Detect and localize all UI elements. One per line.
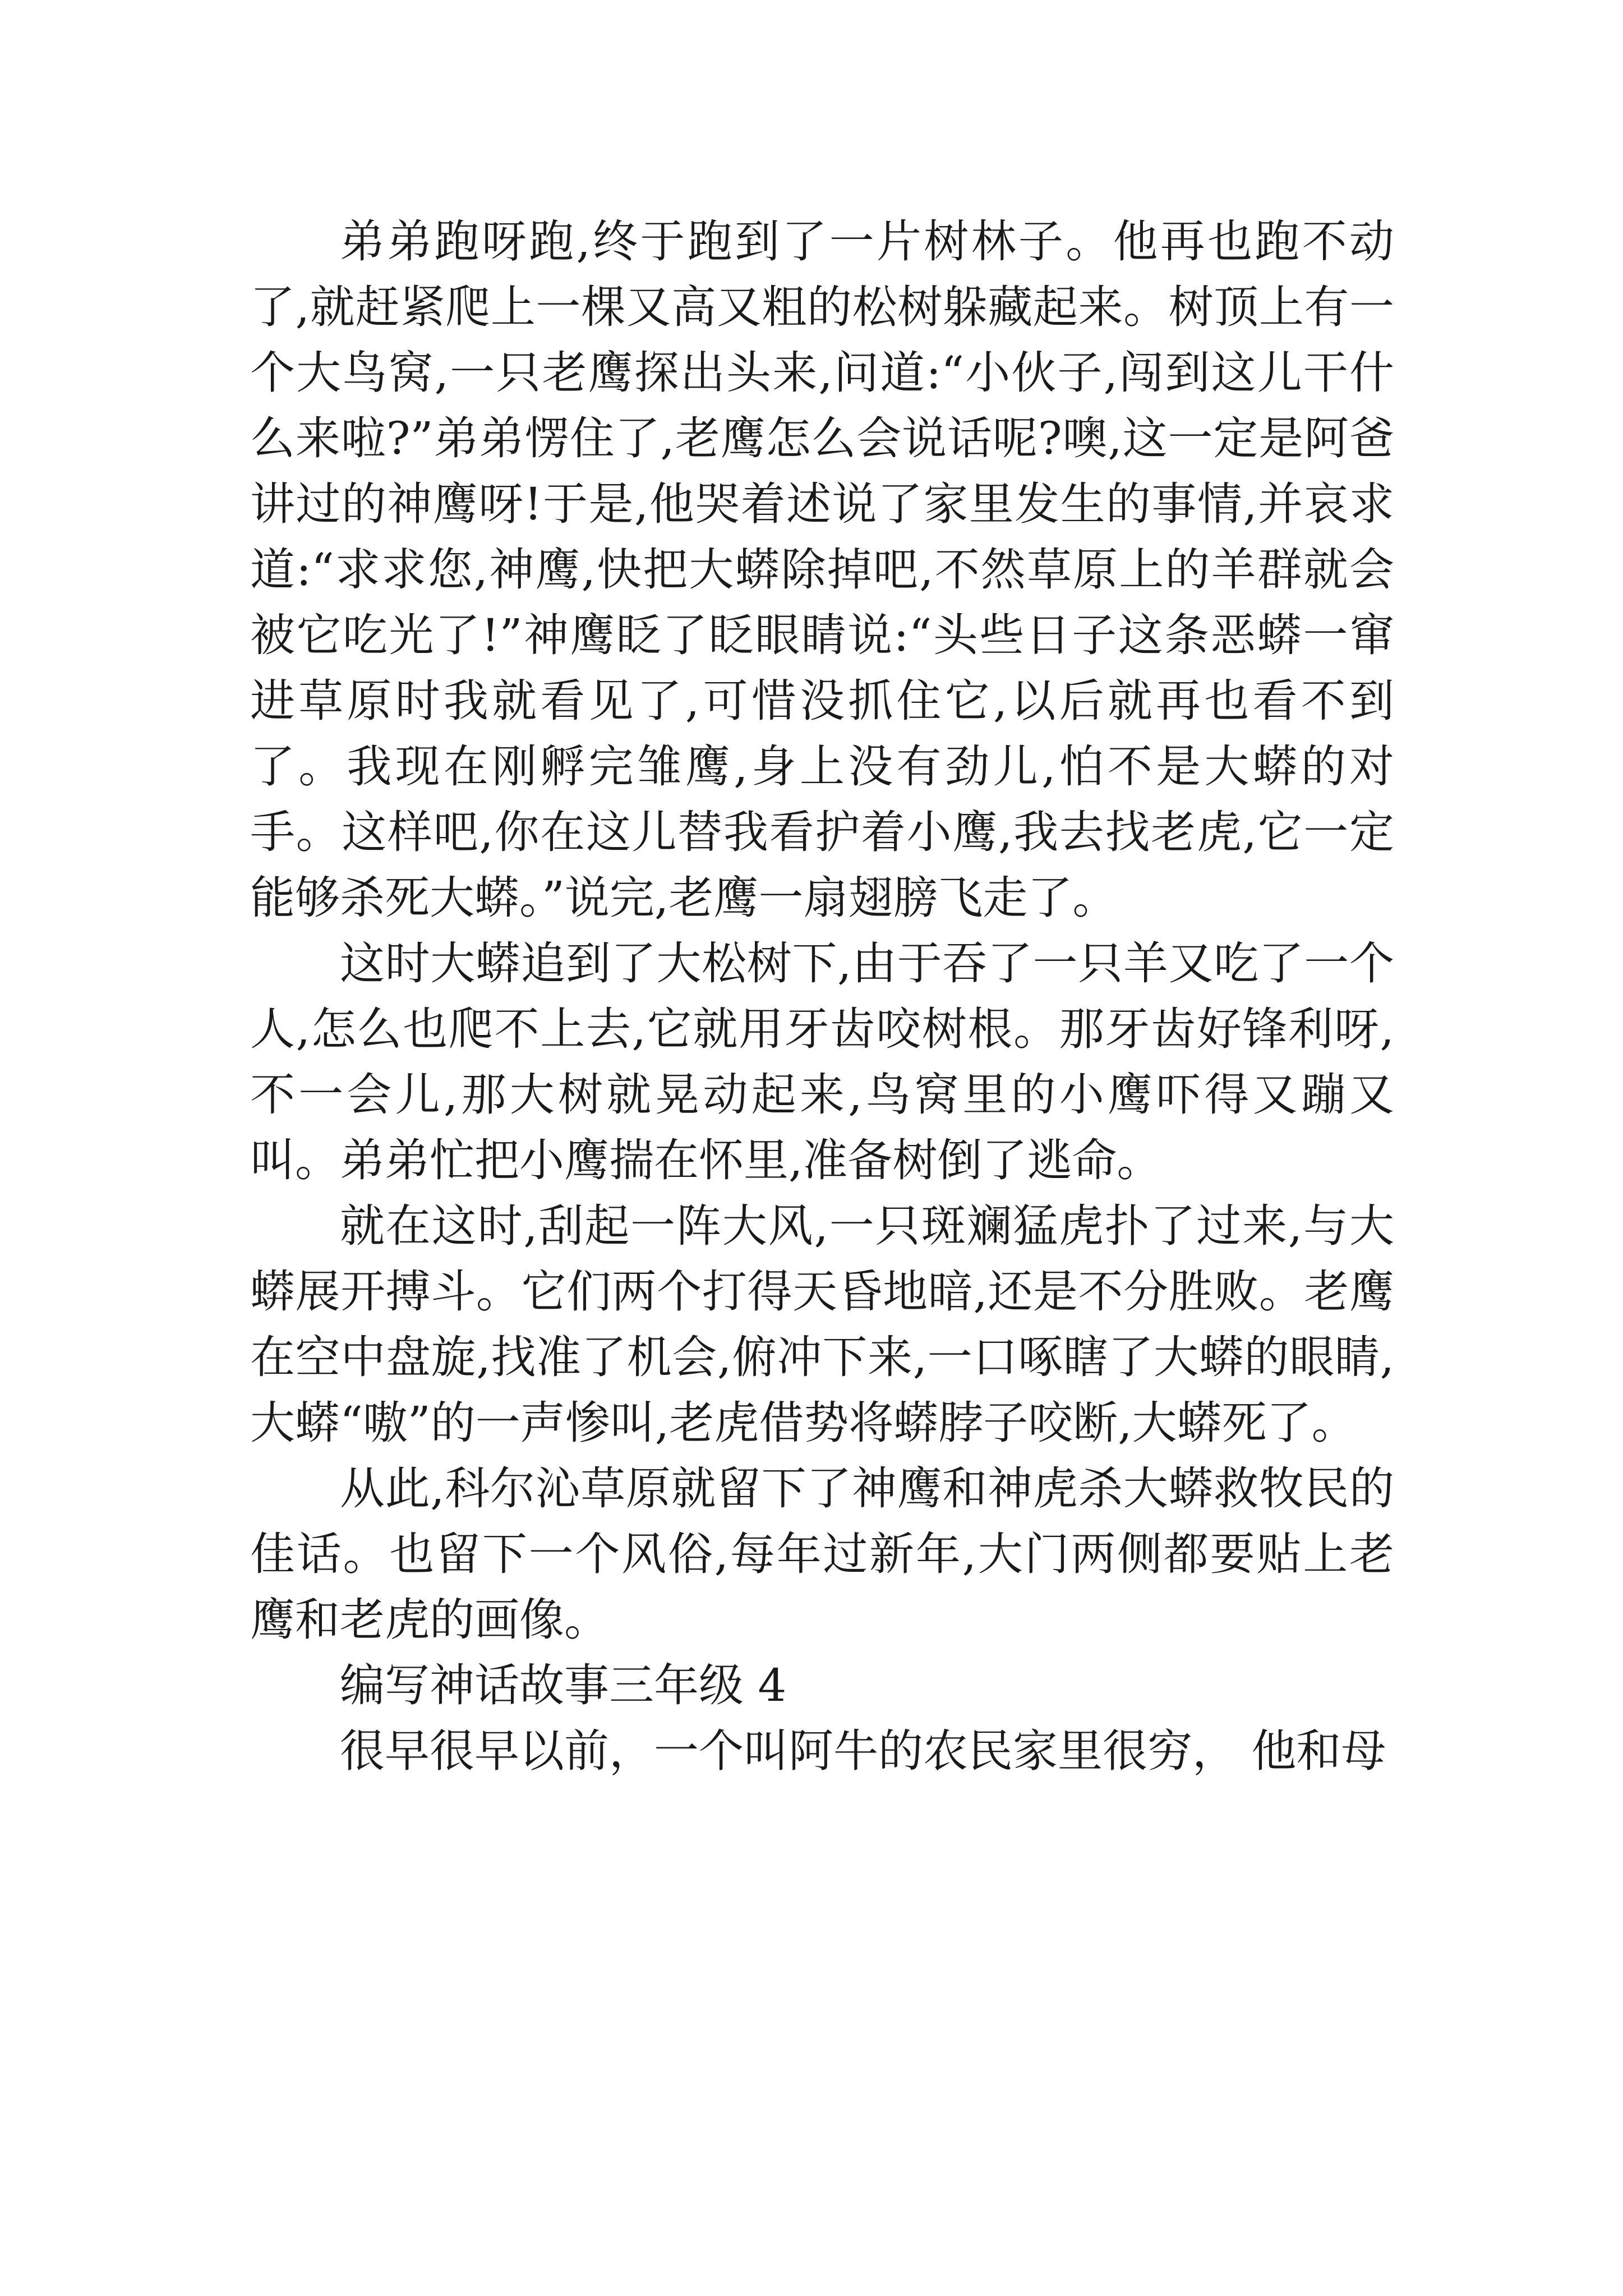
paragraph-a-niu: 很早很早以前，一个叫阿牛的农民家里很穷， 他和母 <box>340 1725 1386 1777</box>
paragraph-eagle: 弟弟跑呀跑,终于跑到了一片树林子。他再也跑不动了,就赶紧爬上一棵又高又粗的松树躲藏起来。树顶上有一个大鸟窝,一只老鹰探出头来,问道:“小伙子,闯到这儿干什么来啦?”弟弟愣住了,老鹰怎么会说话呢?噢,这一定是阿爸讲过的神鹰呀!于是,他哭着述说了家里发生的事情,并哀求道:“求求您,神鹰,快把大蟒除掉吧,不然草原上的羊群就会被它吃光了!”神鹰眨了眨眼睛说:“头些日子这条恶蟒一窜进草原时我就看见了,可惜没抓住它,以后就再也看不到了。我现在刚孵完雏鹰,身上没有劲儿,怕不是大蟒的对手。这样吧,你在这儿替我看护着小鹰,我去找老虎,它一定能够杀死大蟒。”说完,老鹰一扇翅膀飞走了。 <box>250 215 1394 924</box>
document-body <box>250 209 1394 1784</box>
paragraph-battle: 就在这时,刮起一阵大风,一只斑斓猛虎扑了过来,与大蟒展开搏斗。它们两个打得天昏地暗,还是不分胜败。老鹰在空中盘旋,找准了机会,俯冲下来,一口啄瞎了大蟒的眼睛,大蟒“嗷”的一声惨叫,老虎借势将蟒脖子咬断,大蟒死了。 <box>250 1200 1394 1449</box>
paragraph-legend: 从此,科尔沁草原就留下了神鹰和神虎杀大蟒救牧民的佳话。也留下一个风俗,每年过新年,大门两侧都要贴上老鹰和老虎的画像。 <box>250 1462 1394 1646</box>
section-heading: 编写神话故事三年级 4 <box>340 1659 787 1711</box>
paragraph-python-tree: 这时大蟒追到了大松树下,由于吞了一只羊又吃了一个人,怎么也爬不上去,它就用牙齿咬树根。那牙齿好锋利呀,不一会儿,那大树就晃动起来,鸟窝里的小鹰吓得又蹦又叫。弟弟忙把小鹰揣在怀里,准备树倒了逃命。 <box>250 937 1394 1186</box>
